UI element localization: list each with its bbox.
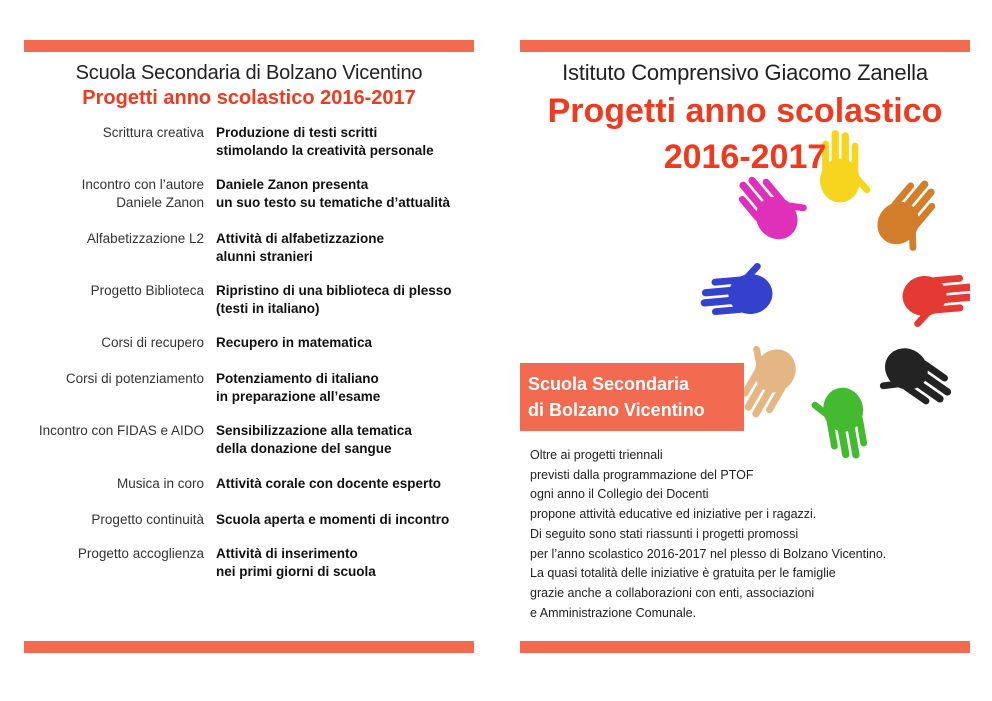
project-name: Progetto Biblioteca bbox=[90, 283, 204, 298]
main-title bbox=[520, 88, 970, 180]
top-bar-left bbox=[24, 40, 474, 52]
intro-text bbox=[530, 446, 960, 623]
bottom-bar-right bbox=[520, 641, 970, 653]
project-name: Scrittura creativa bbox=[102, 125, 204, 140]
project-name: Musica in coro bbox=[116, 476, 204, 491]
school-label-line-2: di Bolzano Vicentino bbox=[528, 400, 705, 420]
project-description: Attività di inserimento nei primi giorni di scuola bbox=[216, 546, 376, 579]
intro-line: ogni anno il Collegio dei Docenti bbox=[530, 487, 709, 502]
intro-line: Di seguito sono stati riassunti i progetti promossi bbox=[530, 526, 799, 541]
project-description: Daniele Zanon presenta un suo testo su tematiche d’attualità bbox=[216, 177, 451, 210]
intro-line: La quasi totalità delle iniziative è gratuita per le famiglie bbox=[530, 566, 836, 581]
main-title-line-2: 2016-2017 bbox=[663, 138, 827, 176]
intro-line: Oltre ai progetti triennali bbox=[530, 448, 663, 462]
school-label-line-1: Scuola Secondaria bbox=[528, 374, 690, 394]
hand-print bbox=[901, 272, 970, 330]
project-name: Progetto continuità bbox=[91, 512, 204, 527]
hand-print bbox=[870, 340, 959, 424]
left-school-name: Scuola Secondaria di Bolzano Vicentino bbox=[75, 62, 423, 84]
project-description: Recupero in matematica bbox=[216, 335, 373, 350]
hand-print bbox=[869, 172, 955, 261]
hand-print bbox=[697, 260, 774, 318]
left-year-title: Progetti anno scolastico 2016-2017 bbox=[82, 87, 416, 109]
project-description: Sensibilizzazione alla tematica della donazione del sangue bbox=[216, 423, 412, 456]
intro-line: grazie anche a collaborazioni con enti, associazioni bbox=[530, 585, 815, 600]
project-description: Potenziamento di italiano in preparazione all’esame bbox=[216, 371, 381, 404]
project-description: Ripristino di una biblioteca di plesso (testi in italiano) bbox=[216, 283, 452, 316]
project-description: Scuola aperta e momenti di incontro bbox=[216, 512, 450, 527]
top-bar-right bbox=[520, 40, 970, 52]
project-name: Corsi di recupero bbox=[101, 335, 204, 350]
project-name: Progetto accoglienza bbox=[77, 546, 204, 561]
school-label-box bbox=[520, 363, 744, 431]
left-header bbox=[24, 62, 474, 110]
project-description: Produzione di testi scritti stimolando la creatività personale bbox=[216, 125, 434, 158]
project-name: Alfabetizzazione L2 bbox=[86, 231, 204, 246]
project-name: Incontro con l’autore Daniele Zanon bbox=[81, 177, 204, 210]
institute-name: Istituto Comprensivo Giacomo Zanella bbox=[562, 60, 928, 85]
project-description: Attività corale con docente esperto bbox=[216, 476, 442, 491]
intro-line: propone attività educative ed iniziative per i ragazzi. bbox=[530, 507, 817, 522]
intro-line: previsti dalla programmazione del PTOF bbox=[530, 467, 754, 482]
intro-line: per l’anno scolastico 2016-2017 nel plesso di Bolzano Vicentino. bbox=[530, 546, 887, 561]
bottom-bar-left bbox=[24, 641, 474, 653]
project-description: Attività di alfabetizzazione alunni stranieri bbox=[216, 231, 385, 264]
project-name: Corsi di potenziamento bbox=[65, 371, 204, 386]
intro-line: e Amministrazione Comunale. bbox=[530, 605, 697, 620]
main-title-line-1: Progetti anno scolastico bbox=[547, 92, 943, 130]
project-name: Incontro con FIDAS e AIDO bbox=[38, 423, 204, 438]
